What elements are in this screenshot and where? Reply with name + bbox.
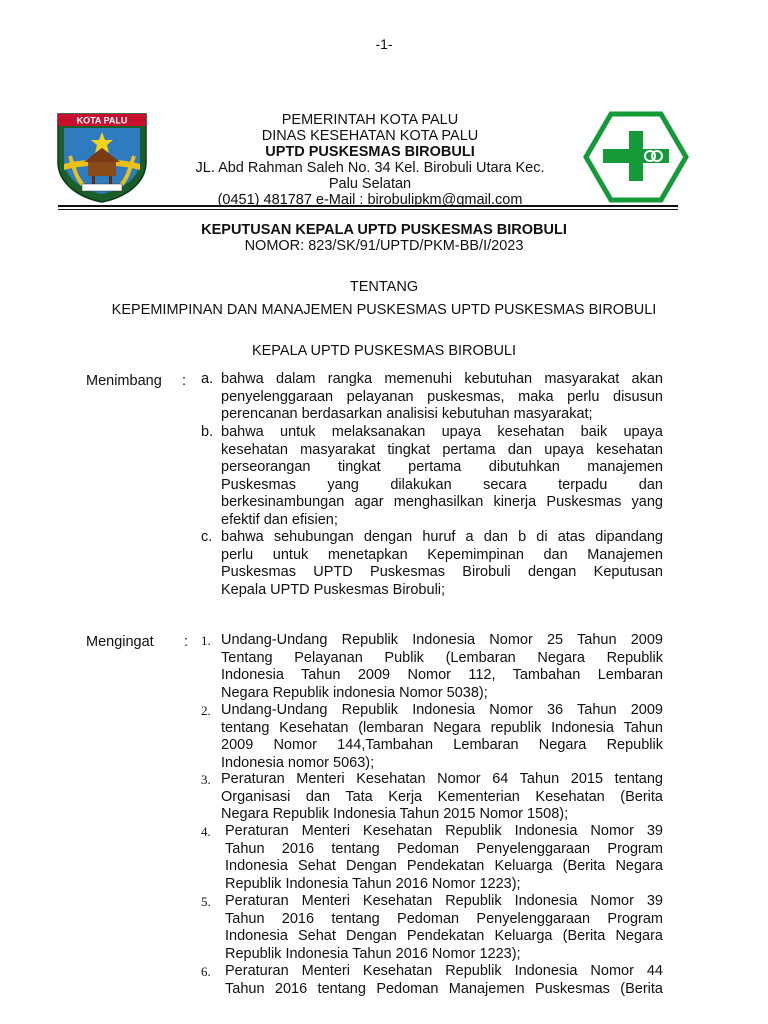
mengingat-item-2 [221,702,663,772]
mengingat-item-4 [225,823,663,893]
mengingat-item-5-line: Indonesia Sehat Dengan Pendekatan Keluarga (Berita Negara [225,928,663,944]
menimbang-item-b-line: Puskesmas yang dilakukan secara terpadu dan [221,476,663,493]
mengingat-item-2-line: Indonesia nomor 5063); [221,754,375,771]
mengingat-item-1-line: Tentang Pelayanan Publik (Lembaran Negara Republik [221,649,663,666]
mengingat-colon: : [184,634,189,650]
menimbang-item-c [221,529,663,599]
mengingat-item-4-line: Republik Indonesia Tahun 2016 Nomor 1223); [225,875,521,892]
mengingat-item-3-line: Peraturan Menteri Kesehatan Nomor 64 Tahun 2015 tentang [221,771,663,787]
mengingat-item-2-line: Undang-Undang Republik Indonesia Nomor 36 Tahun 2009 [221,702,663,718]
mengingat-item-6 [225,963,663,998]
mengingat-marker-5: 5. [201,894,211,909]
menimbang-item-c-line: bahwa sehubungan dengan huruf a dan b di atas dipandang [221,529,663,545]
menimbang-item-b-line: efektif dan efisien; [221,511,338,528]
letterhead [160,112,580,208]
menimbang-item-b-line: berkesinambungan agar menghasilkan kinerja Puskesmas yang [221,494,663,510]
mengingat-label: Mengingat [86,634,154,650]
decree-title [0,222,768,254]
decree-subject: KEPEMIMPINAN DAN MANAJEMEN PUSKESMAS UPTD PUSKESMAS BIROBULI [111,302,657,318]
mengingat-item-3-line: Negara Republik Indonesia Tahun 2015 Nomor 1508); [221,806,569,822]
mengingat-item-5-line: Republik Indonesia Tahun 2016 Nomor 1223); [225,945,521,962]
menimbang-item-c-line: Kepala UPTD Puskesmas Birobuli; [221,581,446,598]
letterhead-line-address: JL. Abd Rahman Saleh No. 34 Kel. Birobuli Utara Kec. [195,160,545,176]
letterhead-line-department: DINAS KESEHATAN KOTA PALU [261,128,479,144]
decree-title-main: KEPUTUSAN KEPALA UPTD PUSKESMAS BIROBULI [201,222,567,238]
mengingat-item-5 [225,893,663,963]
mengingat-item-5-line: Peraturan Menteri Kesehatan Republik Indonesia Nomor 39 [225,893,663,909]
menimbang-item-b-line: bahwa untuk melaksanakan upaya kesehatan baik upaya [221,424,663,440]
mengingat-item-4-line: Indonesia Sehat Dengan Pendekatan Keluarga (Berita Negara [225,858,663,874]
menimbang-marker-b: b. [201,424,214,440]
menimbang-item-b-line: perseorangan tingkat pertama dibutuhkan manajemen [221,459,663,475]
mengingat-marker-3: 3. [201,772,211,787]
puskesmas-logo [583,111,689,203]
mengingat-item-6-line: Peraturan Menteri Kesehatan Republik Indonesia Nomor 44 [225,963,663,979]
tentang-heading: TENTANG [349,279,419,295]
mengingat-item-4-line: Tahun 2016 tentang Pedoman Penyelenggaraan Program [225,840,663,857]
menimbang-item-a-line: bahwa dalam rangka memenuhi kebutuhan masyarakat akan [221,371,663,387]
menimbang-label: Menimbang [86,373,162,389]
mengingat-marker-2: 2. [201,703,211,718]
page-number: -1- [375,36,393,52]
menimbang-item-a-line: penyelenggaraan pelayanan puskesmas, maka perlu disusun [221,388,663,405]
mengingat-item-1 [221,632,663,702]
mengingat-marker-6: 6. [201,964,211,979]
mengingat-item-2-line: tentang Kesehatan (lembaran Negara republik Indonesia Tahun [221,719,663,736]
menimbang-item-a [221,371,663,424]
mengingat-item-5-line: Tahun 2016 tentang Pedoman Penyelenggaraan Program [225,910,663,927]
menimbang-item-c-line: perlu untuk menetapkan Kepemimpinan dan Manajemen [221,546,663,563]
letterhead-line-contact: (0451) 481787 e-Mail : birobulipkm@gmail.com [217,192,523,208]
menimbang-item-b-line: kesehatan masyarakat tingkat pertama dan upaya kesehatan [221,441,663,458]
mengingat-item-1-line: Indonesia Tahun 2009 Nomor 112, Tambahan Lembaran [221,667,663,683]
letterhead-line-institution: UPTD PUSKESMAS BIROBULI [265,144,475,160]
mengingat-item-4-line: Peraturan Menteri Kesehatan Republik Indonesia Nomor 39 [225,823,663,839]
decree-number: NOMOR: 823/SK/91/UPTD/PKM-BB/I/2023 [244,238,524,254]
letterhead-divider [58,205,678,210]
kota-palu-logo [54,112,150,204]
kota-palu-logo-label: KOTA PALU [76,115,128,126]
mengingat-marker-4: 4. [201,824,211,839]
mengingat-item-1-line: Undang-Undang Republik Indonesia Nomor 25 Tahun 2009 [221,632,663,648]
menimbang-colon: : [182,373,187,389]
issuer-heading: KEPALA UPTD PUSKESMAS BIROBULI [251,343,517,359]
mengingat-item-3 [221,771,663,824]
menimbang-marker-c: c. [201,529,213,545]
menimbang-item-c-line: Puskesmas UPTD Puskesmas Birobuli dengan Keputusan [221,564,663,580]
letterhead-line-government: PEMERINTAH KOTA PALU [281,112,459,128]
mengingat-item-3-line: Organisasi dan Tata Kerja Kementerian Kesehatan (Berita [221,788,663,805]
mengingat-item-2-line: 2009 Nomor 144,Tambahan Lembaran Negara Republik [221,737,663,753]
mengingat-item-6-line: Tahun 2016 tentang Pedoman Manajemen Puskesmas (Berita [225,980,663,997]
menimbang-item-b [221,424,663,529]
menimbang-marker-a: a. [201,371,214,387]
mengingat-item-1-line: Negara Republik indonesia Nomor 5038); [221,684,488,701]
letterhead-line-district: Palu Selatan [328,176,412,192]
mengingat-marker-1: 1. [201,633,211,648]
menimbang-item-a-line: perencanan berdasarkan analisisi kebutuhan masyarakat; [221,406,593,422]
